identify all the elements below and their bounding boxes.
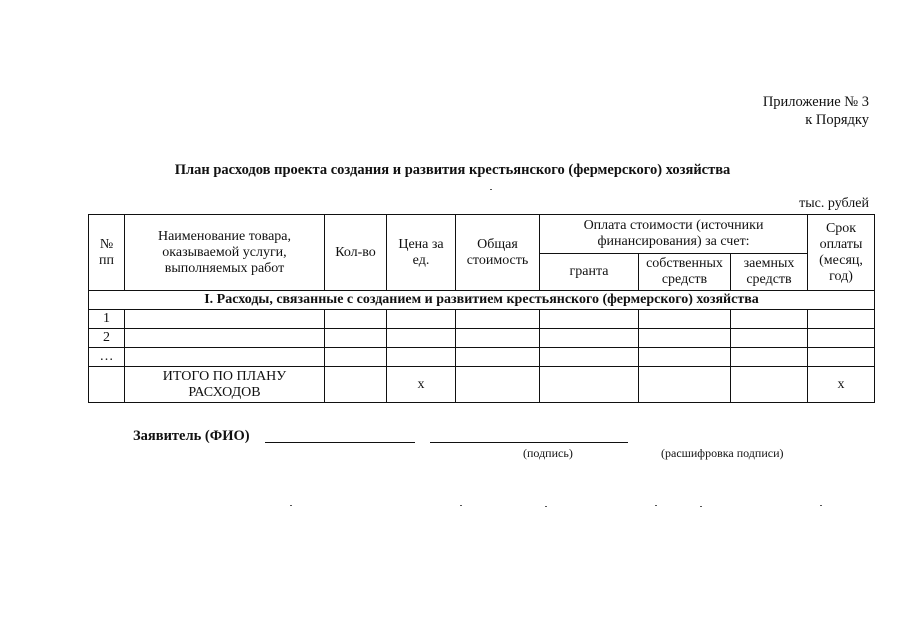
header-payment-sources: Оплата стоимости (источники финансирования) за счет: [540, 215, 808, 254]
cell-total[interactable] [456, 310, 540, 329]
applicant-name-line[interactable] [265, 442, 415, 443]
header-grant: гранта [540, 254, 639, 291]
section-row [89, 291, 875, 310]
total-borrowed[interactable] [731, 367, 808, 403]
section-title: I. Расходы, связанные с созданием и развитием крестьянского (фермерского) хозяйства [89, 291, 875, 310]
total-sum[interactable] [456, 367, 540, 403]
total-row-number [89, 367, 125, 403]
scan-speck [545, 506, 547, 507]
header-term: Срок оплаты (месяц, год) [808, 215, 875, 291]
cell-own[interactable] [639, 310, 731, 329]
cell-name[interactable] [125, 348, 325, 367]
cell-qty[interactable] [325, 348, 387, 367]
unit-label: тыс. рублей [799, 196, 869, 211]
header-num: № пп [89, 215, 125, 291]
cell-term[interactable] [808, 329, 875, 348]
document-title: План расходов проекта создания и развития крестьянского (фермерского) хозяйства [174, 162, 731, 178]
scan-speck [820, 505, 822, 506]
expense-plan-table [88, 214, 875, 403]
signature-caption: (подпись) [523, 446, 573, 460]
total-row [89, 367, 875, 403]
cell-grant[interactable] [540, 348, 639, 367]
signature-decode-caption: (расшифровка подписи) [661, 446, 784, 460]
cell-name[interactable] [125, 310, 325, 329]
cell-borrowed[interactable] [731, 310, 808, 329]
scan-speck [655, 505, 657, 506]
cell-grant[interactable] [540, 310, 639, 329]
row-number: 2 [89, 329, 125, 348]
cell-qty[interactable] [325, 310, 387, 329]
scan-speck [290, 505, 292, 506]
cell-price[interactable] [387, 348, 456, 367]
header-total: Общая стоимость [456, 215, 540, 291]
header-name: Наименование товара, оказываемой услуги, выполняемых работ [125, 215, 325, 291]
total-own[interactable] [639, 367, 731, 403]
table-header-row [89, 215, 875, 254]
table-row [89, 329, 875, 348]
header-borrowed-funds: заемных средств [731, 254, 808, 291]
scan-speck [700, 506, 702, 507]
cell-total[interactable] [456, 348, 540, 367]
table-row [89, 348, 875, 367]
appendix-number: Приложение № 3 [762, 94, 869, 110]
header-qty: Кол-во [325, 215, 387, 291]
cell-own[interactable] [639, 348, 731, 367]
applicant-label: Заявитель (ФИО) [133, 428, 250, 444]
cell-total[interactable] [456, 329, 540, 348]
appendix-reference: к Порядку [805, 112, 869, 128]
row-number: … [89, 348, 125, 367]
row-number: 1 [89, 310, 125, 329]
scan-speck [460, 505, 462, 506]
total-grant[interactable] [540, 367, 639, 403]
cell-term[interactable] [808, 348, 875, 367]
cell-borrowed[interactable] [731, 348, 808, 367]
cell-name[interactable] [125, 329, 325, 348]
total-qty[interactable] [325, 367, 387, 403]
total-label: ИТОГО ПО ПЛАНУ РАСХОДОВ [125, 367, 325, 403]
cell-qty[interactable] [325, 329, 387, 348]
total-term-mark: x [808, 367, 875, 403]
cell-grant[interactable] [540, 329, 639, 348]
header-own-funds: собственных средств [639, 254, 731, 291]
header-price: Цена за ед. [387, 215, 456, 291]
cell-borrowed[interactable] [731, 329, 808, 348]
scan-speck [490, 189, 492, 190]
total-price-mark: x [387, 367, 456, 403]
cell-term[interactable] [808, 310, 875, 329]
cell-own[interactable] [639, 329, 731, 348]
appendix-note [763, 93, 869, 129]
signature-line[interactable] [430, 442, 628, 443]
table-row [89, 310, 875, 329]
cell-price[interactable] [387, 329, 456, 348]
cell-price[interactable] [387, 310, 456, 329]
